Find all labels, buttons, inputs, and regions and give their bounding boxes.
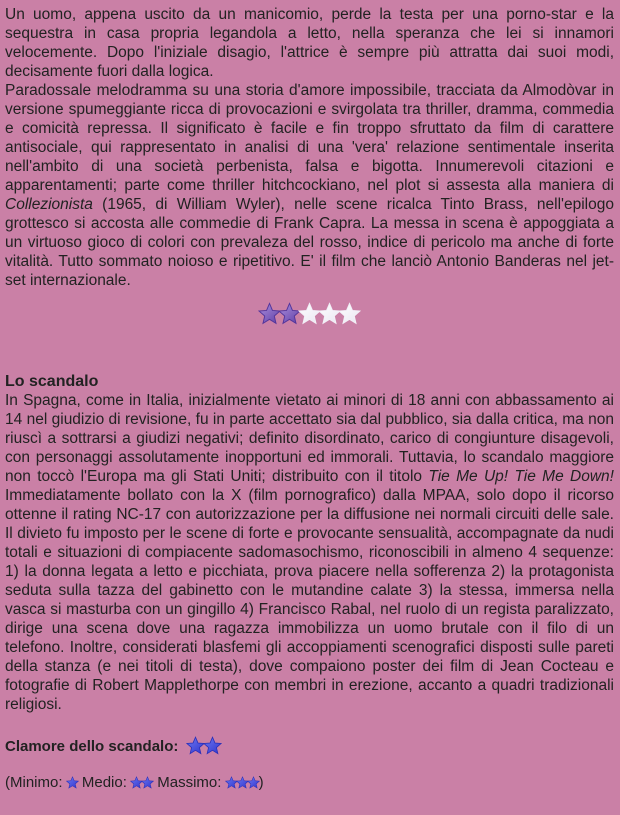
legend-med-stars [131,774,153,791]
scandal-section-heading: Lo scandalo [5,373,99,390]
rating-legend [5,773,614,792]
scandal-paragraph [5,391,614,714]
overall-star-rating [5,302,614,326]
legend-min-stars [67,774,78,791]
synopsis-text: Un uomo, appena uscito da un manicomio, perde la testa per una porno-star e la sequestra in casa propria legandola a letto, nella speranza che lei si innamori velocemente. Dopo l'iniziale disagio, l'attrice è sempre più attratta dai suoi modi, decisamente fuori dalla logica. [5,6,614,80]
legend-min-label: (Minimo: [5,774,63,791]
cited-film-title: Collezionista [5,196,93,213]
synopsis-paragraph [5,5,614,81]
legend-max-label: Massimo: [157,774,222,791]
legend-max-stars [226,774,259,791]
scandal-rating-row [5,736,614,756]
scandal-text-after-title: Immediatamente bollato con la X (film pornografico) dalla MPAA, solo dopo il ricorso ottenne il rating NC-17 con autorizzazione per la diffusione nei normali circuiti delle sale. Il divieto fu imposto per le scene di forte e provocante sensualità, accompagnate da nudi totali e situazioni di compiacente sadomasochismo, riconoscibili in almeno 4 sequenze: 1) la donna legata a letto e picchiata, prova piacere nella sofferenza 2) la protagonista seduta sulla tazza del gabinetto con le mutandine calate 3) la stessa, immersa nella vasca si masturba con un gingillo 4) Francisco Rabal, nel ruolo di un regista paralizzato, dirige una scena dove una ragazza immobilizza un uomo brutale con il filo di un telefono. Inoltre, considerati blasfemi gli accoppiamenti scenografici disposti sulle pareti della stanza (e nei titoli di testa), dove compaiono poster dei film di Jean Cocteau e fotografie di Robert Mapplethorpe con membri in erezione, accanto a quadri tradizionali religiosi. [5,487,614,713]
critique-text-after-title: (1965, di William Wyler), nelle scene ricalca Tinto Brass, nell'epilogo grottesco si accosta alle commedie di Frank Capra. La messa in scena è appoggiata a un virtuoso gioco di colori con prevaleza del rosso, indice di pericolo ma anche di forte vitalità. Tutto sommato noioso e ripetitivo. E' il film che lanciò Antonio Banderas nel jet-set internazionale. [5,196,614,289]
legend-close-paren: ) [258,774,264,791]
legend-med-label: Medio: [81,774,127,791]
scandal-text-before-title: In Spagna, come in Italia, inizialmente vietato ai minori di 18 anni con abbassamento ai 14 nel giudizio di revisione, fu in parte accettato sia dal pubblico, sia dalla critica, ma non riuscì a sottrarsi a giudizi negativi; definito disordinato, carico di congiunture disagevoli, con personaggi assolutamente inopportuni ed immorali. Tuttavia, lo scandalo maggiore non toccò l'Europa ma gli Stati Uniti; distribuito con il titolo [5,392,614,485]
scandal-rating-stars [187,738,221,755]
scandal-rating-label: Clamore dello scandalo: [5,738,179,755]
critique-paragraph [5,81,614,290]
critique-text-before-title: Paradossale melodramma su una storia d'amore impossibile, tracciata da Almodòvar in versione spumeggiante ricca di provocazioni e svirgolata tra thriller, dramma, commedia e comicità repressa. Il significato è facile e fin troppo sfruttato da film di carattere antisociale, qui rappresentato in analisi di una 'vera' relazione sentimentale inserita nell'ambito di una società perbenista, falsa e bigotta. Innumerevoli citazioni e apparentamenti; parte come thriller hitchcockiano, nel plot si assesta alla maniera di [5,82,614,194]
us-release-title: Tie Me Up! Tie Me Down! [428,468,614,485]
